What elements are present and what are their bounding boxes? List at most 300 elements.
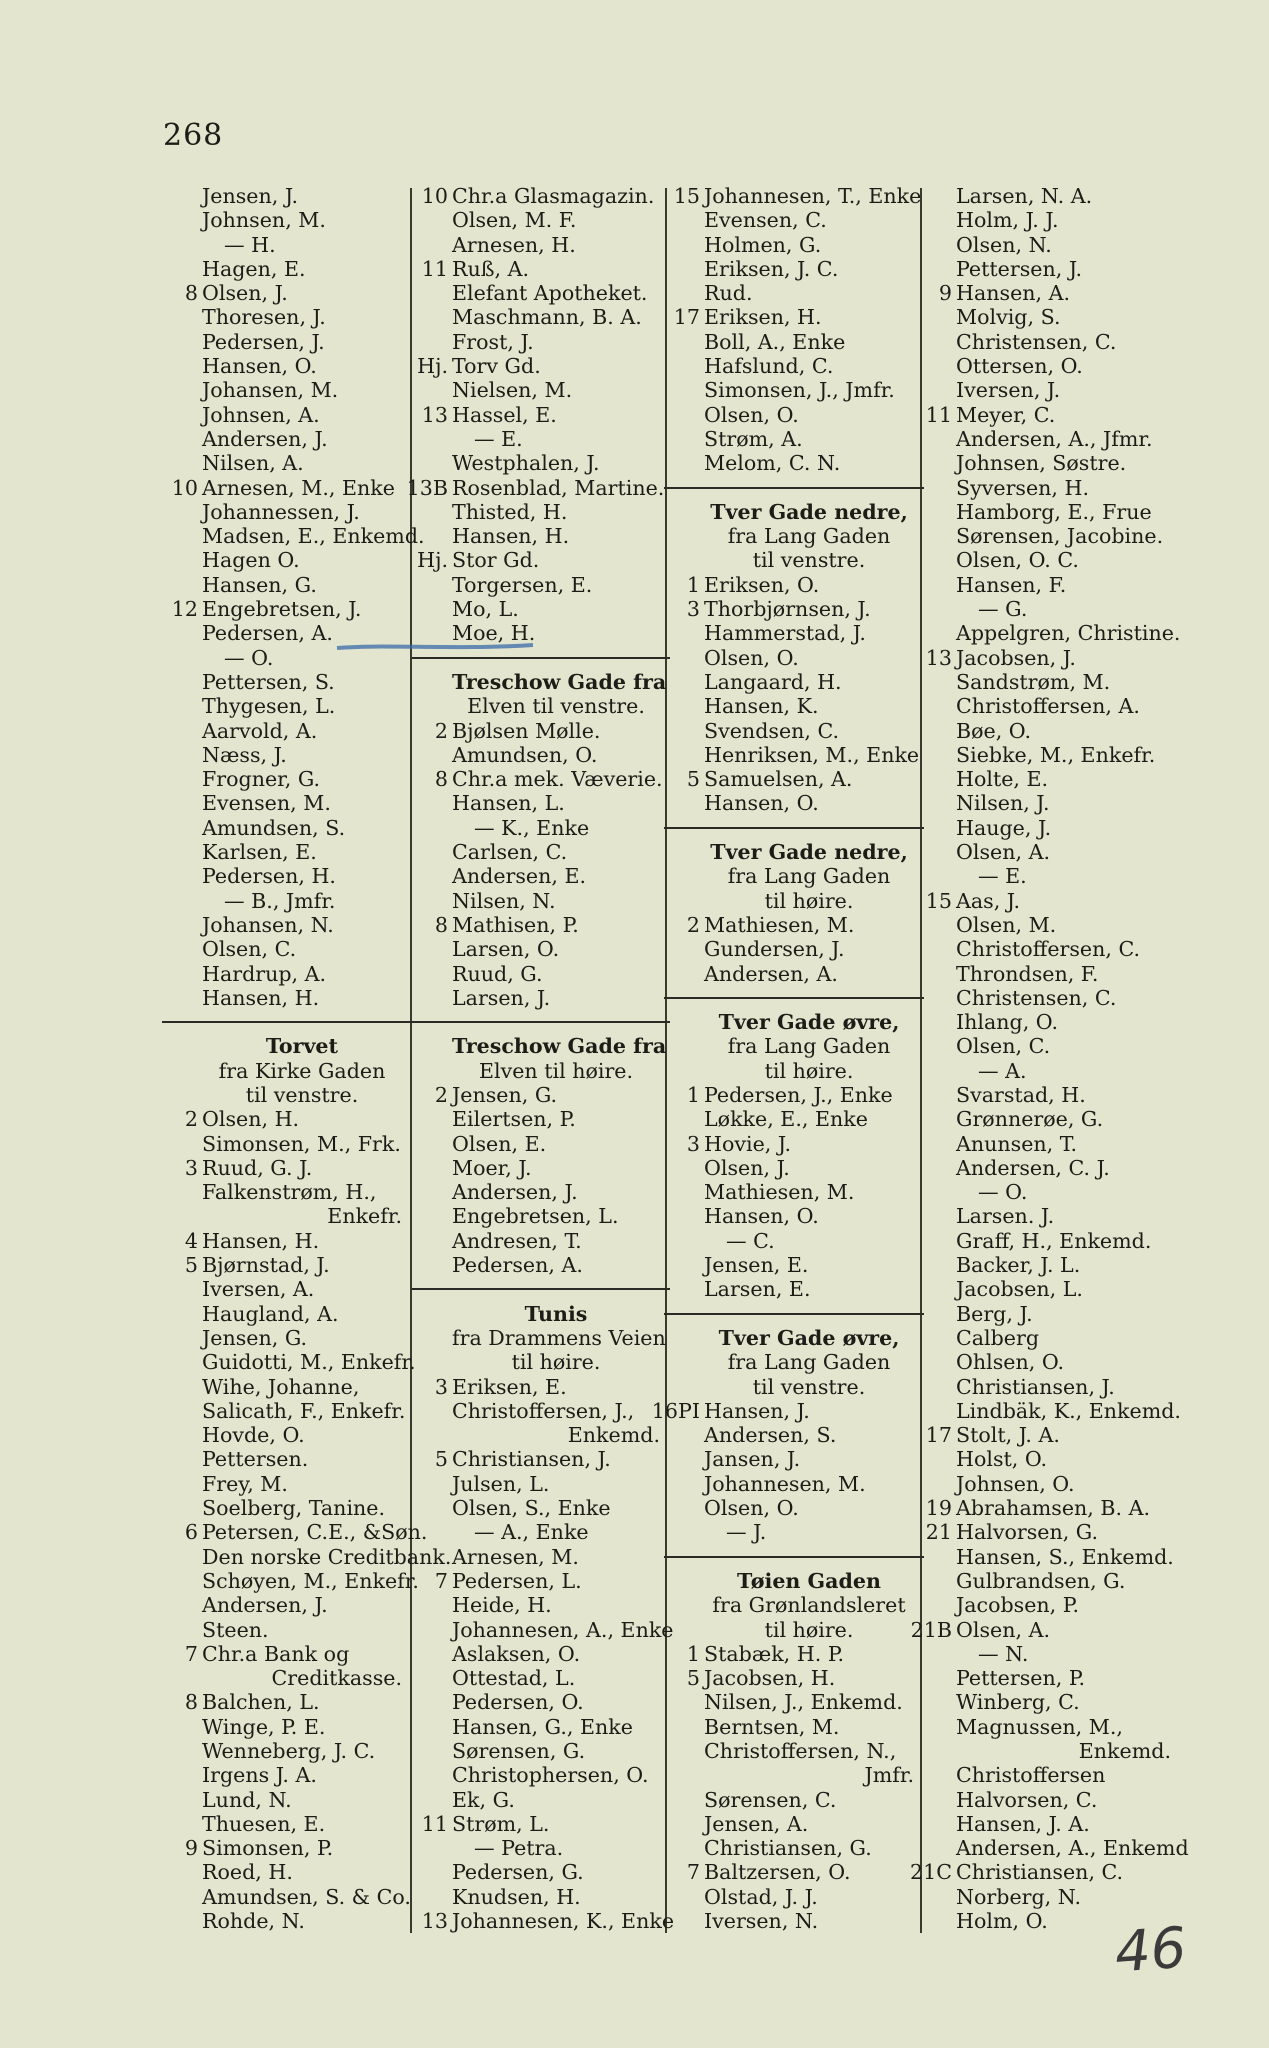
entry-text: Jansen, J. bbox=[704, 1447, 801, 1472]
directory-entry bbox=[956, 1763, 1171, 1787]
entry-text: Nilsen, N. bbox=[452, 888, 556, 913]
directory-entry bbox=[704, 1204, 914, 1228]
entry-text: Iversen, N. bbox=[704, 1909, 819, 1934]
entry-text: — E. bbox=[474, 426, 523, 451]
street-direction bbox=[704, 1034, 914, 1058]
entry-text: Frogner, G. bbox=[202, 767, 321, 792]
entry-text: Nilsen, J. bbox=[956, 791, 1050, 816]
heading-text: Treschow Gade fra bbox=[452, 1034, 667, 1059]
directory-entry bbox=[202, 1666, 402, 1690]
directory-entry bbox=[956, 476, 1171, 500]
directory-entry bbox=[452, 1763, 660, 1787]
street-direction bbox=[704, 889, 914, 913]
entry-text: Den norske Creditbank. bbox=[202, 1544, 452, 1569]
entry-text: Chr.a mek. Væverie. bbox=[452, 767, 663, 792]
directory-entry bbox=[202, 1715, 402, 1739]
section-rule bbox=[452, 1277, 660, 1301]
entry-text: fra Lang Gaden bbox=[727, 1350, 891, 1375]
entry-text: Melom, C. N. bbox=[704, 451, 841, 476]
street-heading bbox=[452, 1302, 660, 1326]
entry-text: Schøyen, M., Enkefr. bbox=[202, 1568, 419, 1593]
entry-text: Evensen, C. bbox=[704, 208, 827, 233]
entry-text: Hovde, O. bbox=[202, 1423, 305, 1448]
directory-entry bbox=[202, 330, 402, 354]
directory-entry bbox=[202, 1496, 402, 1520]
entry-text: Chr.a Glasmagazin. bbox=[452, 184, 655, 208]
section-rule bbox=[202, 1010, 402, 1034]
directory-entry bbox=[704, 1423, 914, 1447]
entry-text: Christophersen, O. bbox=[452, 1763, 649, 1788]
directory-entry bbox=[452, 1180, 660, 1204]
heading-text: Tøien Gaden bbox=[737, 1568, 881, 1593]
house-number: 21C bbox=[910, 1860, 952, 1885]
entry-text: Backer, J. L. bbox=[956, 1253, 1081, 1278]
entry-text: Julsen, L. bbox=[452, 1471, 550, 1496]
street-direction bbox=[704, 1059, 914, 1083]
entry-text: Arnesen, M. bbox=[452, 1544, 579, 1569]
entry-text: Chr.a Bank og bbox=[202, 1641, 350, 1666]
entry-text: Johnsen, A. bbox=[202, 402, 320, 427]
directory-entry bbox=[202, 913, 402, 937]
street-heading bbox=[704, 1326, 914, 1350]
heading-text: Tver Gade nedre, bbox=[710, 840, 908, 865]
entry-text: Aarvold, A. bbox=[202, 718, 318, 743]
house-number: 8 bbox=[184, 281, 198, 306]
directory-entry bbox=[202, 694, 402, 718]
entry-text: Halvorsen, C. bbox=[956, 1787, 1098, 1812]
directory-entry bbox=[956, 330, 1171, 354]
directory-entry bbox=[202, 1132, 402, 1156]
entry-text: Amundsen, S. & Co. bbox=[202, 1884, 411, 1909]
entry-text: Heide, H. bbox=[452, 1593, 552, 1618]
entry-text: Ruud, G. J. bbox=[202, 1155, 313, 1180]
entry-text: Throndsen, F. bbox=[956, 961, 1099, 986]
entry-text: fra Lang Gaden bbox=[727, 524, 891, 549]
entry-text: Mo, L. bbox=[452, 597, 519, 622]
entry-text: Hafslund, C. bbox=[704, 354, 834, 379]
directory-entry bbox=[202, 767, 402, 791]
entry-text: Molvig, S. bbox=[956, 305, 1061, 330]
entry-text: til venstre. bbox=[245, 1082, 359, 1107]
directory-entry bbox=[452, 1253, 660, 1277]
entry-text: til venstre. bbox=[752, 548, 866, 573]
entry-text: Strøm, L. bbox=[452, 1811, 550, 1836]
directory-entry bbox=[434, 718, 660, 743]
directory-entry bbox=[686, 767, 914, 792]
entry-text: Amundsen, S. bbox=[202, 815, 346, 840]
house-number: 10 bbox=[421, 184, 448, 208]
entry-text: Engebretsen, J. bbox=[202, 597, 362, 622]
house-number: 2 bbox=[434, 718, 448, 743]
directory-entry bbox=[704, 670, 914, 694]
entry-text: Langaard, H. bbox=[704, 669, 842, 694]
section-divider-line bbox=[664, 997, 924, 999]
directory-entry bbox=[704, 1107, 914, 1131]
directory-entry bbox=[452, 1399, 660, 1423]
directory-entry bbox=[202, 1763, 402, 1787]
directory-entry bbox=[452, 1423, 660, 1447]
entry-text: Baltzersen, O. bbox=[704, 1860, 851, 1885]
directory-entry bbox=[686, 1860, 914, 1885]
directory-entry bbox=[434, 1374, 660, 1399]
entry-text: Torgersen, E. bbox=[452, 572, 593, 597]
section-rule bbox=[704, 476, 914, 500]
directory-entry bbox=[434, 1447, 660, 1472]
entry-text: Olsen, H. bbox=[202, 1107, 300, 1132]
directory-entry bbox=[686, 912, 914, 937]
entry-text: Hansen, O. bbox=[704, 791, 819, 816]
entry-text: Christiansen, C. bbox=[956, 1860, 1124, 1885]
directory-entry bbox=[704, 1812, 914, 1836]
entry-text: Falkenstrøm, H., bbox=[202, 1180, 377, 1205]
directory-entry bbox=[704, 1277, 914, 1301]
directory-entry bbox=[202, 305, 402, 329]
directory-entry bbox=[202, 257, 402, 281]
directory-entry bbox=[421, 1811, 660, 1836]
entry-text: Olsen, M. F. bbox=[452, 208, 577, 233]
street-direction bbox=[704, 1618, 914, 1642]
directory-entry bbox=[956, 1398, 1181, 1423]
street-heading bbox=[202, 1034, 402, 1058]
house-number: 8 bbox=[434, 912, 448, 937]
entry-text: Stolt, J. A. bbox=[956, 1423, 1060, 1448]
directory-entry bbox=[956, 354, 1171, 378]
directory-entry bbox=[956, 1375, 1171, 1399]
section-divider-line bbox=[162, 1021, 412, 1023]
entry-text: — A. bbox=[978, 1058, 1027, 1083]
entry-text: Eriksen, E. bbox=[452, 1374, 567, 1399]
section-rule bbox=[452, 1010, 660, 1034]
entry-text: Moe, H. bbox=[452, 621, 536, 646]
entry-text: Winge, P. E. bbox=[202, 1714, 326, 1739]
entry-text: Iversen, A. bbox=[202, 1277, 315, 1302]
entry-text: fra Kirke Gaden bbox=[218, 1058, 386, 1083]
entry-text: Berntsen, M. bbox=[704, 1714, 840, 1739]
directory-entry bbox=[421, 256, 660, 281]
street-direction bbox=[452, 1350, 660, 1374]
directory-entry bbox=[452, 986, 660, 1010]
house-number: 13 bbox=[421, 402, 448, 427]
directory-entry bbox=[704, 208, 914, 232]
directory-entry bbox=[202, 1180, 402, 1204]
entry-text: Roed, H. bbox=[202, 1860, 293, 1885]
directory-entry bbox=[202, 1472, 402, 1496]
directory-entry bbox=[956, 986, 1171, 1010]
entry-text: Winberg, C. bbox=[956, 1690, 1080, 1715]
entry-text: Pettersen, P. bbox=[956, 1666, 1086, 1691]
directory-entry bbox=[452, 1642, 660, 1666]
directory-entry bbox=[956, 1180, 1171, 1204]
entry-text: Pedersen, J., Enke bbox=[704, 1082, 893, 1107]
entry-text: Karlsen, E. bbox=[202, 840, 317, 865]
directory-entry bbox=[452, 208, 660, 232]
entry-text: Olsen, O. C. bbox=[956, 548, 1079, 573]
street-direction bbox=[202, 1083, 402, 1107]
directory-entry bbox=[202, 1544, 452, 1569]
directory-entry bbox=[171, 475, 402, 500]
entry-text: — E. bbox=[978, 864, 1027, 889]
entry-text: Graff, H., Enkemd. bbox=[956, 1228, 1152, 1253]
entry-text: fra Drammens Veien bbox=[452, 1325, 666, 1350]
house-number: 21B bbox=[910, 1617, 952, 1642]
entry-text: Hammerstad, J. bbox=[704, 621, 866, 646]
directory-entry bbox=[910, 1617, 1171, 1642]
house-number: 1 bbox=[686, 572, 700, 597]
entry-text: Stor Gd. bbox=[452, 548, 540, 573]
entry-text: Olsen, M. bbox=[956, 912, 1057, 937]
section-divider-line bbox=[664, 1313, 924, 1315]
directory-entry bbox=[956, 767, 1171, 791]
directory-entry bbox=[686, 1131, 914, 1156]
house-number: 11 bbox=[925, 402, 952, 427]
directory-entry bbox=[956, 1739, 1171, 1763]
directory-entry bbox=[452, 1545, 660, 1569]
directory-entry bbox=[202, 451, 402, 475]
directory-entry bbox=[925, 402, 1171, 427]
entry-text: Andersen, J. bbox=[202, 1593, 328, 1618]
street-heading bbox=[704, 1569, 914, 1593]
entry-text: Hansen, K. bbox=[704, 694, 819, 719]
entry-text: Sørensen, C. bbox=[704, 1787, 837, 1812]
directory-entry bbox=[452, 1860, 660, 1884]
entry-text: Jensen, J. bbox=[202, 184, 299, 208]
directory-entry bbox=[202, 208, 402, 232]
directory-entry bbox=[202, 1326, 402, 1350]
directory-entry bbox=[956, 1107, 1171, 1131]
directory-entry bbox=[452, 816, 660, 840]
entry-text: Gundersen, J. bbox=[704, 937, 845, 962]
entry-text: Olsen, O. bbox=[704, 402, 799, 427]
directory-entry bbox=[452, 864, 660, 888]
entry-text: Pedersen, L. bbox=[452, 1568, 582, 1593]
entry-text: Hardrup, A. bbox=[202, 961, 327, 986]
entry-text: Petersen, C.E., &Søn. bbox=[202, 1520, 428, 1545]
entry-text: Norberg, N. bbox=[956, 1884, 1082, 1909]
section-divider-line bbox=[412, 657, 670, 659]
directory-entry bbox=[434, 912, 660, 937]
entry-text: Simonsen, P. bbox=[202, 1836, 334, 1861]
directory-entry bbox=[202, 1568, 419, 1593]
house-number: 1 bbox=[686, 1641, 700, 1666]
section-rule bbox=[704, 816, 914, 840]
house-number: 7 bbox=[434, 1568, 448, 1593]
directory-entry bbox=[956, 1229, 1171, 1253]
directory-entry bbox=[956, 548, 1171, 572]
directory-entry bbox=[956, 1326, 1171, 1350]
directory-entry bbox=[452, 378, 660, 402]
entry-text: — G. bbox=[978, 597, 1028, 622]
house-number: 8 bbox=[434, 767, 448, 792]
street-heading bbox=[704, 840, 914, 864]
entry-text: Hansen, A. bbox=[956, 281, 1071, 306]
section-rule bbox=[704, 986, 914, 1010]
directory-entry bbox=[421, 402, 660, 427]
entry-text: Boll, A., Enke bbox=[704, 329, 846, 354]
entry-text: Johannessen, J. bbox=[202, 499, 360, 524]
street-direction bbox=[704, 1350, 914, 1374]
directory-entry bbox=[956, 1156, 1171, 1180]
directory-entry bbox=[704, 1229, 914, 1253]
directory-entry bbox=[956, 257, 1171, 281]
entry-text: Johnsen, M. bbox=[202, 208, 326, 233]
directory-entry bbox=[910, 1860, 1171, 1885]
directory-entry bbox=[704, 1909, 914, 1933]
street-heading bbox=[704, 500, 914, 524]
entry-text: Johannesen, M. bbox=[704, 1471, 866, 1496]
directory-entry bbox=[704, 1788, 914, 1812]
directory-entry bbox=[452, 1593, 660, 1617]
entry-text: — O. bbox=[978, 1180, 1028, 1205]
house-number: 3 bbox=[434, 1374, 448, 1399]
directory-entry bbox=[925, 1520, 1171, 1545]
column-2 bbox=[406, 184, 675, 1934]
entry-text: Svarstad, H. bbox=[956, 1082, 1086, 1107]
entry-text: Jacobsen, P. bbox=[956, 1593, 1079, 1618]
directory-entry bbox=[956, 305, 1171, 329]
entry-text: Mathisen, P. bbox=[452, 912, 579, 937]
house-number: 6 bbox=[184, 1520, 198, 1545]
entry-text: Larsen, N. A. bbox=[956, 184, 1093, 208]
directory-entry bbox=[452, 1836, 660, 1860]
directory-entry bbox=[704, 233, 914, 257]
directory-entry bbox=[956, 791, 1171, 815]
directory-entry bbox=[686, 1666, 914, 1691]
entry-text: Jensen, G. bbox=[202, 1325, 308, 1350]
directory-entry bbox=[434, 1568, 660, 1593]
directory-entry bbox=[452, 1204, 660, 1228]
entry-text: Olsen, O. bbox=[704, 645, 799, 670]
entry-text: Christoffersen, N., bbox=[704, 1739, 897, 1763]
entry-text: Olsen, O. bbox=[704, 1496, 799, 1521]
directory-entry bbox=[704, 962, 914, 986]
directory-entry bbox=[704, 1253, 914, 1277]
directory-entry bbox=[202, 1618, 402, 1642]
entry-text: Andresen, T. bbox=[452, 1228, 582, 1253]
entry-text: Jensen, E. bbox=[704, 1253, 809, 1278]
house-number: 9 bbox=[184, 1836, 198, 1861]
directory-entry bbox=[184, 1155, 402, 1180]
house-number: 11 bbox=[421, 256, 448, 281]
directory-entry bbox=[686, 572, 914, 597]
directory-entry bbox=[452, 500, 660, 524]
entry-text: Løkke, E., Enke bbox=[704, 1107, 868, 1132]
entry-text: Svendsen, C. bbox=[704, 718, 840, 743]
directory-entry bbox=[202, 548, 402, 572]
entry-text: Sørensen, Jacobine. bbox=[956, 524, 1164, 549]
street-direction bbox=[704, 1593, 914, 1617]
directory-entry bbox=[202, 1423, 402, 1447]
entry-text: fra Lang Gaden bbox=[727, 864, 891, 889]
entry-text: til høire. bbox=[764, 888, 854, 913]
directory-entry bbox=[704, 1180, 914, 1204]
entry-text: Jacobsen, J. bbox=[956, 645, 1076, 670]
street-heading bbox=[452, 1034, 667, 1059]
directory-entry bbox=[956, 184, 1171, 208]
directory-entry bbox=[452, 1885, 660, 1909]
directory-entry bbox=[202, 1909, 402, 1933]
entry-text: til høire. bbox=[764, 1617, 854, 1642]
directory-entry bbox=[452, 1666, 660, 1690]
entry-text: Christiansen, J. bbox=[452, 1447, 611, 1472]
entry-text: Lindbäk, K., Enkemd. bbox=[956, 1398, 1181, 1423]
entry-text: Olsen, C. bbox=[956, 1034, 1051, 1059]
entry-text: Hansen, S., Enkemd. bbox=[956, 1544, 1174, 1569]
directory-entry bbox=[956, 1132, 1171, 1156]
entry-text: Holte, E. bbox=[956, 767, 1049, 792]
house-number: 12 bbox=[171, 597, 198, 622]
directory-entry bbox=[202, 524, 425, 549]
directory-entry bbox=[452, 330, 660, 354]
entry-text: Thoresen, J. bbox=[202, 305, 326, 330]
house-number: 2 bbox=[184, 1107, 198, 1132]
entry-text: Ohlsen, O. bbox=[956, 1350, 1065, 1375]
directory-entry bbox=[956, 1593, 1171, 1617]
house-number: 15 bbox=[925, 888, 952, 913]
entry-text: Christiansen, G. bbox=[704, 1836, 872, 1861]
directory-entry bbox=[704, 1763, 914, 1787]
directory-entry bbox=[673, 305, 914, 330]
house-number: Hj. bbox=[417, 548, 448, 573]
entry-text: Pettersen, J. bbox=[956, 256, 1083, 281]
entry-text: Nilsen, A. bbox=[202, 451, 304, 476]
house-number: 8 bbox=[184, 1690, 198, 1715]
house-number: 7 bbox=[184, 1641, 198, 1666]
entry-text: Eriksen, O. bbox=[704, 572, 820, 597]
entry-text: Larsen, J. bbox=[452, 985, 551, 1010]
house-number: 13B bbox=[406, 475, 448, 500]
directory-entry bbox=[202, 791, 402, 815]
house-number: 5 bbox=[686, 767, 700, 792]
directory-entry bbox=[956, 1715, 1171, 1739]
street-direction bbox=[704, 548, 914, 572]
entry-text: Irgens J. A. bbox=[202, 1763, 317, 1788]
directory-entry bbox=[202, 233, 402, 257]
entry-text: Hansen, G. bbox=[202, 572, 317, 597]
directory-entry bbox=[956, 1666, 1171, 1690]
directory-entry bbox=[202, 1812, 402, 1836]
handwritten-page-number: 46 bbox=[1112, 1915, 1189, 1986]
entry-text: Larsen, E. bbox=[704, 1277, 811, 1302]
directory-entry bbox=[925, 1423, 1171, 1448]
entry-text: Holm, O. bbox=[956, 1909, 1048, 1934]
directory-entry bbox=[452, 889, 660, 913]
entry-text: Westphalen, J. bbox=[452, 451, 600, 476]
entry-text: Elven til høire. bbox=[478, 1058, 634, 1083]
section-divider-line bbox=[412, 1021, 670, 1023]
house-number: 15 bbox=[673, 184, 700, 208]
entry-text: Hagen O. bbox=[202, 548, 300, 573]
house-number: 3 bbox=[184, 1155, 198, 1180]
entry-text: Andersen, A. bbox=[704, 961, 838, 986]
entry-text: Olsen, C. bbox=[202, 937, 297, 962]
entry-text: Strøm, A. bbox=[704, 426, 803, 451]
entry-text: Samuelsen, A. bbox=[704, 767, 853, 792]
entry-text: Magnussen, M., bbox=[956, 1714, 1123, 1739]
entry-text: Pedersen, A. bbox=[202, 621, 333, 646]
directory-entry bbox=[704, 1447, 914, 1471]
directory-entry bbox=[202, 670, 402, 694]
entry-text: Mathiesen, M. bbox=[704, 912, 855, 937]
directory-entry bbox=[956, 378, 1171, 402]
heading-text: Treschow Gade fra bbox=[452, 669, 667, 694]
directory-entry bbox=[452, 1520, 660, 1544]
entry-text: Olsen, S., Enke bbox=[452, 1496, 611, 1521]
directory-entry bbox=[686, 597, 914, 622]
entry-text: Henriksen, M., Enke bbox=[704, 742, 920, 767]
entry-text: Hamborg, E., Frue bbox=[956, 499, 1152, 524]
directory-entry bbox=[202, 889, 402, 913]
house-number: 2 bbox=[686, 912, 700, 937]
